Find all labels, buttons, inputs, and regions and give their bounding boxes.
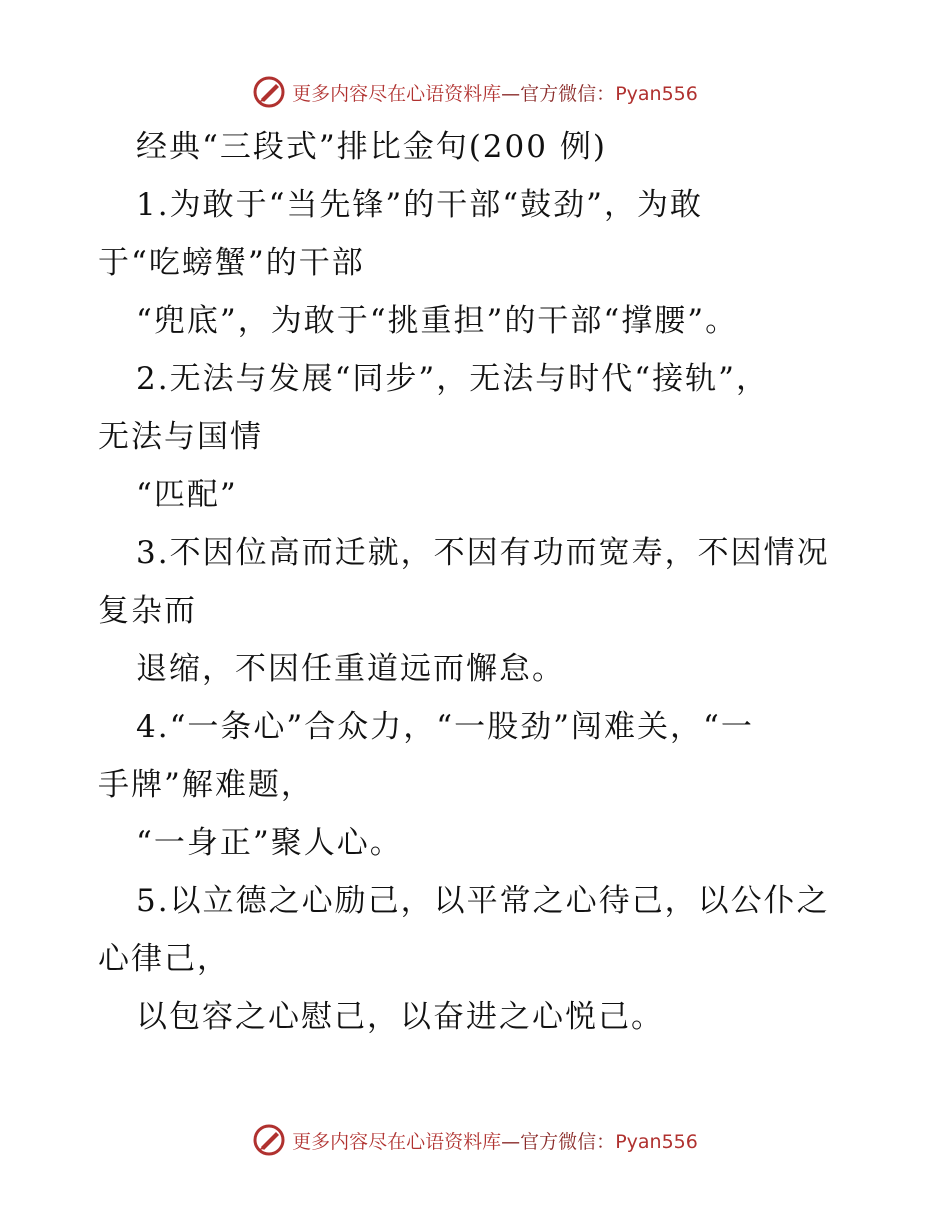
footer-banner [0, 1118, 950, 1162]
doc-line: 1.为敢于“当先锋”的干部“鼓劲”，为敢 [136, 187, 703, 223]
footer-banner-main: 更多内容尽在心语资料库 [292, 1130, 502, 1153]
doc-line: “兜底”，为敢于“挑重担”的干部“撑腰”。 [136, 303, 739, 339]
doc-line: 无法与国情 [98, 419, 263, 455]
doc-line: 复杂而 [98, 593, 197, 629]
doc-line: 5.以立德之心励己，以平常之心待己，以公仆之 [136, 883, 830, 919]
header-banner-official: 官方微信： [520, 82, 616, 105]
doc-line: 4.“一条心”合众力，“一股劲”闯难关，“一 [136, 709, 754, 745]
doc-line: 于“吃螃蟹”的干部 [98, 245, 365, 281]
doc-line: 退缩，不因任重道远而懈怠。 [136, 651, 565, 687]
header-banner-inner [252, 75, 698, 109]
footer-banner-inner [252, 1123, 698, 1157]
brand-logo-icon [252, 1123, 286, 1157]
footer-banner-sep: — [501, 1130, 521, 1153]
brand-logo-icon [252, 75, 286, 109]
header-banner-text [292, 79, 698, 106]
footer-banner-id: Pyan556 [615, 1130, 698, 1153]
doc-title: 经典“三段式”排比金句(200 例) [136, 129, 607, 165]
doc-line: 2.无法与发展“同步”，无法与时代“接轨”， [136, 361, 769, 397]
header-banner [0, 70, 950, 114]
doc-line: 手牌”解难题， [98, 767, 314, 803]
footer-banner-text [292, 1127, 698, 1154]
doc-line: “一身正”聚人心。 [136, 825, 403, 861]
header-banner-id: Pyan556 [615, 82, 698, 105]
header-banner-sep: — [501, 82, 521, 105]
footer-banner-official: 官方微信： [520, 1130, 616, 1153]
doc-line: 心律己， [98, 941, 230, 977]
doc-line: 以包容之心慰己，以奋进之心悦己。 [136, 999, 664, 1035]
header-banner-main: 更多内容尽在心语资料库 [292, 82, 502, 105]
doc-line: “匹配” [136, 477, 238, 513]
doc-line: 3.不因位高而迁就，不因有功而宽寿，不因情况 [136, 535, 830, 571]
document-body [98, 118, 858, 1046]
